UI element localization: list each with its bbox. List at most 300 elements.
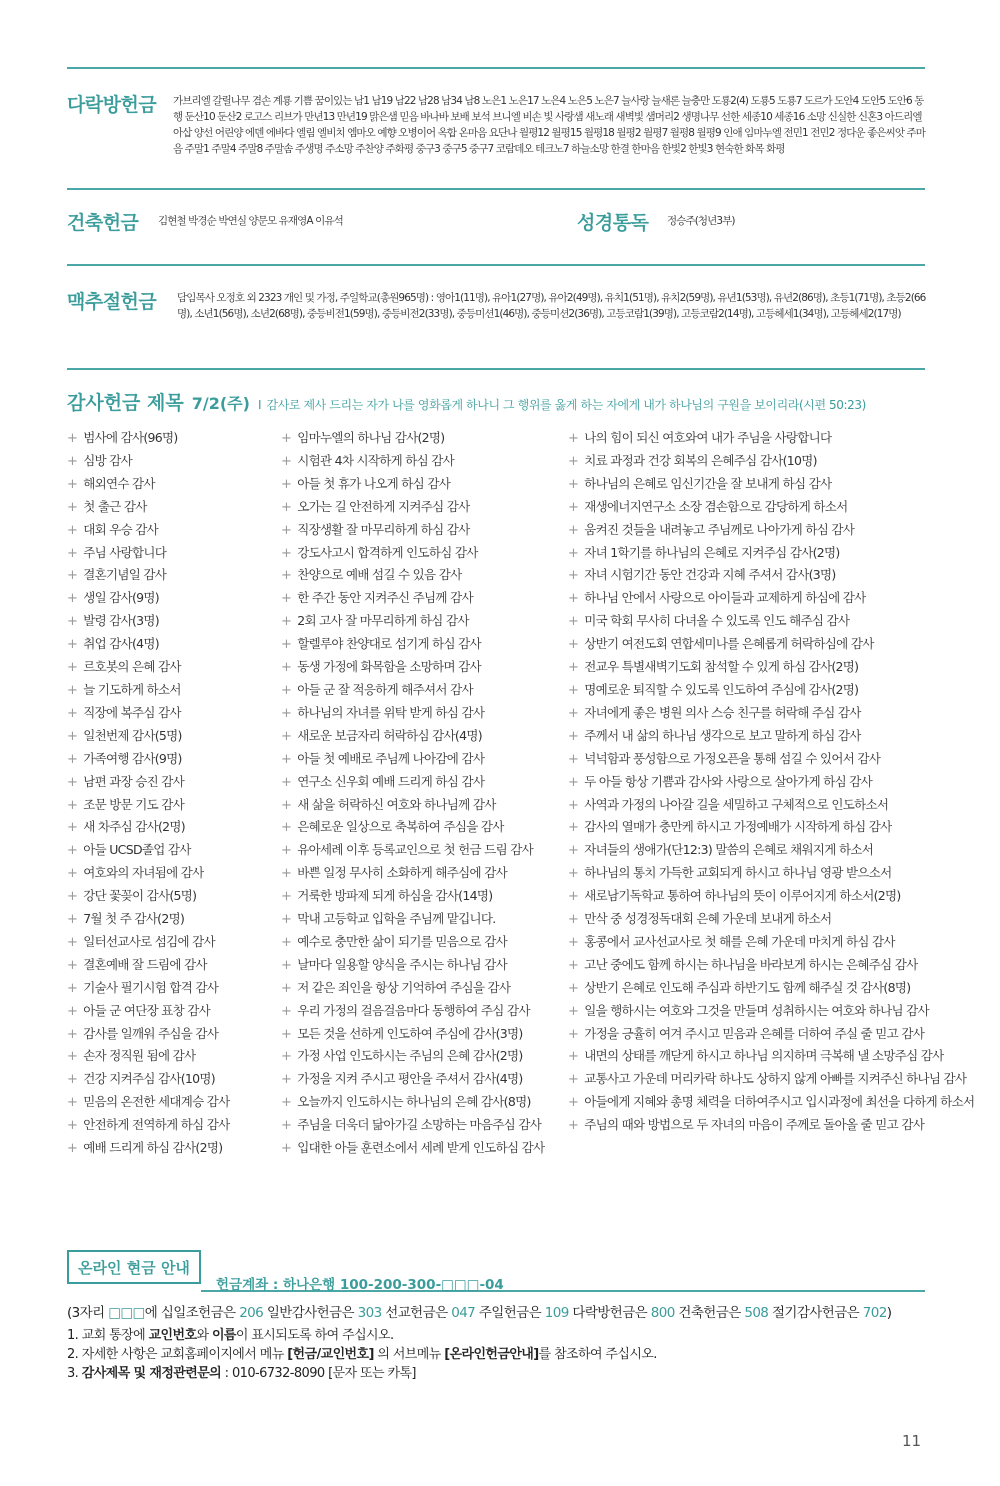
plus-icon: + [281, 866, 292, 882]
gift-item-text: 강단 꽃꽂이 감사(5명) [83, 888, 197, 904]
gift-item [281, 794, 566, 817]
plus-icon: + [281, 728, 292, 744]
gift-item [67, 633, 277, 656]
gift-item-text: 미국 학회 무사히 다녀올 수 있도록 인도 해주심 감사 [584, 613, 850, 629]
codes-text: 절기감사헌금은 [768, 1305, 863, 1321]
plus-icon: + [67, 614, 78, 630]
gift-item-text: 할렐루야 찬양대로 섬기게 하심 감사 [297, 636, 481, 652]
gift-item-text: 움켜진 것들을 내려놓고 주님께로 나아가게 하심 감사 [584, 521, 855, 537]
gift-item-text: 두 아들 항상 기쁨과 감사와 사랑으로 살아가게 하심 감사 [584, 773, 873, 789]
gift-list-col2 [281, 427, 566, 1160]
plus-icon: + [568, 934, 579, 950]
plus-icon: + [568, 820, 579, 836]
gift-item-text: 하나님의 은혜로 임신기간을 잘 보내게 하심 감사 [584, 475, 832, 491]
plus-icon: + [568, 751, 579, 767]
gift-item [67, 1091, 277, 1114]
section-title-building: 건축헌금 [67, 212, 139, 234]
plus-icon: + [281, 1003, 292, 1019]
plus-icon: + [67, 866, 78, 882]
gift-item [281, 679, 566, 702]
plus-icon: + [67, 889, 78, 905]
gift-separator: I [257, 398, 262, 412]
gift-item [281, 908, 566, 931]
gift-item [281, 725, 566, 748]
gift-item-text: 교통사고 가운데 머리카락 하나도 상하지 않게 아빠를 지켜주신 하나님 감사 [584, 1071, 967, 1087]
gift-item [568, 725, 928, 748]
gift-item-text: 가정을 긍휼히 여겨 주시고 믿음과 은혜를 더하여 주실 줄 믿고 감사 [584, 1025, 925, 1041]
divider-maekchu [67, 368, 925, 370]
gift-item [568, 931, 928, 954]
codes-prefix: (3자리 [67, 1305, 109, 1321]
plus-icon: + [568, 912, 579, 928]
gift-item [568, 542, 928, 565]
gift-item-text: 일을 행하시는 여호와 그것을 만들며 성취하시는 여호와 하나님 감사 [584, 1002, 929, 1018]
gift-item-text: 날마다 일용할 양식을 주시는 하나님 감사 [297, 956, 507, 972]
gift-item [67, 1000, 277, 1023]
plus-icon: + [568, 522, 579, 538]
plus-icon: + [568, 843, 579, 859]
gift-item [281, 977, 566, 1000]
note-bold: 이름 [211, 1328, 236, 1343]
plus-icon: + [67, 545, 78, 561]
code-season: 702 [862, 1305, 887, 1321]
gift-item-text: 안전하게 전역하게 하심 감사 [83, 1117, 230, 1133]
plus-icon: + [568, 682, 579, 698]
note-bold: 교인번호 [148, 1328, 197, 1343]
plus-icon: + [67, 522, 78, 538]
note-text: 1. 교회 통장에 [67, 1328, 149, 1343]
codes-text: 선교헌금은 [381, 1305, 452, 1321]
gift-item [67, 954, 277, 977]
plus-icon: + [67, 1141, 78, 1157]
gift-item [568, 519, 928, 542]
plus-icon: + [568, 889, 579, 905]
gift-item-text: 상반기 은혜로 인도해 주심과 하반기도 함께 해주실 것 감사(8명) [584, 979, 911, 995]
gift-item [568, 816, 928, 839]
gift-item [67, 610, 277, 633]
gift-item-text: 주께서 내 삶의 하나님 생각으로 보고 말하게 하심 감사 [584, 727, 861, 743]
gift-item [568, 1068, 967, 1091]
gift-item-text: 막내 고등학교 입학을 주님께 맡깁니다. [297, 911, 496, 927]
gift-list-col1 [67, 427, 277, 1160]
plus-icon: + [67, 728, 78, 744]
gift-item-text: 사역과 가정의 나아갈 길을 세밀하고 구체적으로 인도하소서 [584, 796, 889, 812]
gift-item-text: 새 차주심 감사(2명) [83, 819, 185, 835]
plus-icon: + [67, 1049, 78, 1065]
codes-text: 에 십일조헌금은 [144, 1305, 240, 1321]
plus-icon: + [67, 1095, 78, 1111]
gift-item-text: 내면의 상태를 깨닫게 하시고 하나님 의지하며 극복해 낼 소망주심 감사 [584, 1048, 944, 1064]
plus-icon: + [568, 774, 579, 790]
gift-item-text: 결혼예배 잘 드림에 감사 [83, 956, 207, 972]
code-mission: 047 [451, 1305, 476, 1321]
note-bold: [헌금/교인번호] [287, 1347, 374, 1362]
plus-icon: + [281, 1072, 292, 1088]
plus-icon: + [568, 591, 579, 607]
plus-icon: + [281, 820, 292, 836]
gift-item-text: 발령 감사(3명) [83, 613, 159, 629]
plus-icon: + [568, 568, 579, 584]
gift-item-text: 바쁜 일정 무사히 소화하게 해주심에 감사 [297, 865, 507, 881]
gift-item [67, 816, 277, 839]
gift-item [568, 1045, 944, 1068]
plus-icon: + [281, 637, 292, 653]
gift-item [67, 473, 277, 496]
gift-item-text: 르호봇의 은혜 감사 [83, 659, 181, 675]
gift-item-text: 전교우 특별새벽기도회 참석할 수 있게 하심 감사(2명) [584, 659, 859, 675]
plus-icon: + [67, 820, 78, 836]
gift-item [67, 1068, 277, 1091]
note-bold: 감사제목 및 재정관련문의 [81, 1366, 222, 1381]
note-text: 이 표시되도록 하여 주십시오. [235, 1328, 394, 1343]
plus-icon: + [568, 797, 579, 813]
note-text: 를 참조하여 주십시오. [538, 1347, 657, 1362]
gift-item-text: 아들 군 잘 적응하게 해주셔서 감사 [297, 681, 473, 697]
code-darak: 800 [650, 1305, 675, 1321]
gift-item [568, 656, 928, 679]
plus-icon: + [281, 705, 292, 721]
plus-icon: + [568, 1072, 579, 1088]
gift-item-text: 2회 고사 잘 마무리하게 하심 감사 [297, 613, 469, 629]
gift-title: 감사헌금 제목 [67, 392, 184, 414]
gift-item-text: 아들 첫 예배로 주님께 나아감에 감사 [297, 750, 485, 766]
offering-codes [67, 1301, 891, 1321]
gift-item-text: 나의 힘이 되신 여호와여 내가 주님을 사랑합니다 [584, 430, 832, 445]
gift-item [281, 519, 566, 542]
plus-icon: + [67, 568, 78, 584]
codes-end: ) [886, 1305, 892, 1321]
gift-item [67, 885, 277, 908]
gift-item-text: 아들 UCSD졸업 감사 [83, 842, 191, 858]
plus-icon: + [67, 1072, 78, 1088]
gift-item [67, 725, 277, 748]
plus-icon: + [281, 934, 292, 950]
plus-icon: + [67, 934, 78, 950]
plus-icon: + [568, 866, 579, 882]
gift-date: 7/2(주) [191, 394, 250, 413]
gift-item [568, 748, 928, 771]
plus-icon: + [568, 499, 579, 515]
gift-item [281, 954, 566, 977]
plus-icon: + [281, 889, 292, 905]
gift-item-text: 아들 첫 휴가 나오게 하심 감사 [297, 475, 451, 491]
gift-item-text: 대회 우승 감사 [83, 521, 159, 537]
gift-item-text: 오늘까지 인도하시는 하나님의 은혜 감사(8명) [297, 1094, 531, 1110]
code-sunday: 109 [544, 1305, 569, 1321]
plus-icon: + [568, 705, 579, 721]
gift-item [281, 564, 566, 587]
gift-item-text: 저 같은 죄인을 항상 기억하여 주심을 감사 [297, 979, 511, 995]
divider-top [67, 67, 925, 69]
gift-item-text: 자녀 시험기간 동안 건강과 지혜 주셔서 감사(3명) [584, 567, 836, 583]
gift-item-text: 가정 사업 인도하시는 주님의 은혜 감사(2명) [297, 1048, 523, 1064]
gift-item [67, 702, 277, 725]
gift-item [67, 656, 277, 679]
gift-item [281, 1137, 566, 1160]
plus-icon: + [568, 545, 579, 561]
section-title-maekchu: 맥추절헌금 [67, 291, 157, 313]
gift-item-text: 찬양으로 예배 섬길 수 있음 감사 [297, 567, 462, 583]
gift-item-text: 주님을 더욱더 닮아가길 소망하는 마음주심 감사 [297, 1117, 542, 1133]
note-text: 3. [67, 1366, 82, 1381]
plus-icon: + [67, 912, 78, 928]
note-text: 의 서브메뉴 [373, 1347, 445, 1362]
codes-text: 건축헌금은 [674, 1305, 745, 1321]
plus-icon: + [281, 912, 292, 928]
gift-item-text: 취업 감사(4명) [83, 636, 159, 652]
gift-item [67, 519, 277, 542]
gift-item [568, 633, 928, 656]
page-number: 11 [902, 1432, 922, 1450]
gift-item-text: 재생에너지연구소 소장 겸손함으로 감당하게 하소서 [584, 498, 848, 514]
gift-item [568, 954, 928, 977]
gift-item-text: 일천번제 감사(5명) [83, 727, 182, 743]
section-title-bible: 성경통독 [577, 212, 649, 234]
gift-item-text: 기술사 필기시험 합격 감사 [83, 979, 219, 995]
codes-text: 다락방헌금은 [568, 1305, 651, 1321]
gift-item [67, 427, 277, 450]
gift-item [568, 839, 928, 862]
note-text: 2. 자세한 사항은 교회홈페이지에서 메뉴 [67, 1347, 288, 1362]
plus-icon: + [568, 957, 579, 973]
plus-icon: + [568, 1026, 579, 1042]
gift-item-text: 남편 과장 승진 감사 [83, 773, 185, 789]
gift-item [67, 862, 277, 885]
gift-item [281, 702, 566, 725]
gift-item [281, 816, 566, 839]
note-2 [67, 1345, 657, 1364]
gift-item [281, 1091, 566, 1114]
gift-item [568, 771, 928, 794]
gift-item-text: 가정을 지켜 주시고 평안을 주셔서 감사(4명) [297, 1071, 523, 1087]
plus-icon: + [568, 637, 579, 653]
gift-verse: 감사로 제사 드리는 자가 나를 영화롭게 하나니 그 행위를 옳게 하는 자에게 내가 하나님의 구원을 보이리라(시편 50:23) [266, 398, 866, 412]
plus-icon: + [281, 660, 292, 676]
gift-list-col3 [568, 427, 975, 1137]
gift-item [568, 587, 928, 610]
gift-item-text: 하나님의 자녀를 위탁 받게 하심 감사 [297, 704, 485, 720]
gift-item-text: 임마누엘의 하나님 감사(2명) [297, 430, 445, 445]
gift-item-text: 감사를 일깨워 주심을 감사 [83, 1025, 219, 1041]
gift-item [568, 610, 928, 633]
divider-darak [67, 188, 925, 190]
gift-item-text: 여호와의 자녀됨에 감사 [83, 865, 204, 881]
gift-item [281, 1023, 566, 1046]
gift-item [281, 450, 566, 473]
online-notes [67, 1326, 657, 1383]
gift-item-text: 해외연수 감사 [83, 475, 155, 491]
plus-icon: + [281, 774, 292, 790]
gift-item [281, 656, 566, 679]
gift-item-text: 모든 것을 선하게 인도하여 주심에 감사(3명) [297, 1025, 523, 1041]
plus-icon: + [568, 614, 579, 630]
gift-item [281, 862, 566, 885]
plus-icon: + [67, 751, 78, 767]
gift-item-text: 자녀들의 생애가(단12:3) 말씀의 은혜로 채워지게 하소서 [584, 842, 874, 858]
gift-item [67, 450, 277, 473]
gift-item-text: 강도사고시 합격하게 인도하심 감사 [297, 544, 478, 560]
gift-item-text: 우리 가정의 걸음걸음마다 동행하여 주심 감사 [297, 1002, 530, 1018]
gift-item [568, 679, 928, 702]
gift-item [67, 587, 277, 610]
gift-item-text: 치료 과정과 건강 회복의 은혜주심 감사(10명) [584, 452, 817, 468]
plus-icon: + [281, 957, 292, 973]
gift-item-text: 홍콩에서 교사선교사로 첫 해를 은혜 가운데 마치게 하심 감사 [584, 933, 895, 949]
gift-item [67, 908, 277, 931]
note-text: : 010-6732-8090 [문자 또는 카톡] [221, 1366, 416, 1381]
gift-item [568, 427, 928, 450]
gift-item-text: 생일 감사(9명) [83, 590, 159, 606]
plus-icon: + [67, 637, 78, 653]
plus-icon: + [281, 545, 292, 561]
plus-icon: + [67, 843, 78, 859]
gift-item [281, 931, 566, 954]
gift-item-text: 입대한 아들 훈련소에서 세례 받게 인도하심 감사 [297, 1140, 545, 1156]
plus-icon: + [281, 980, 292, 996]
plus-icon: + [281, 1141, 292, 1157]
gift-item-text: 가족여행 감사(9명) [83, 750, 182, 766]
gift-item [67, 771, 277, 794]
plus-icon: + [568, 728, 579, 744]
gift-item-text: 하나님의 통치 가득한 교회되게 하시고 하나님 영광 받으소서 [584, 865, 892, 881]
gift-item [281, 1045, 566, 1068]
gift-item-text: 오가는 길 안전하게 지켜주심 감사 [297, 498, 470, 514]
gift-item [281, 496, 566, 519]
gift-item [568, 908, 928, 931]
plus-icon: + [281, 568, 292, 584]
code-building: 508 [744, 1305, 769, 1321]
gift-item-text: 넉넉함과 풍성함으로 가정오픈을 통해 섬길 수 있어서 감사 [584, 750, 881, 766]
plus-icon: + [281, 499, 292, 515]
plus-icon: + [568, 431, 579, 446]
gift-item-text: 예수로 충만한 삶이 되기를 믿음으로 감사 [297, 933, 507, 949]
online-title: 온라인 현금 안내 [78, 1258, 190, 1277]
gift-item [568, 794, 928, 817]
gift-item-text: 새 삶을 허락하신 여호와 하나님께 감사 [297, 796, 496, 812]
plus-icon: + [281, 797, 292, 813]
plus-icon: + [281, 614, 292, 630]
gift-item [568, 564, 928, 587]
plus-icon: + [281, 476, 292, 492]
gift-item [568, 1023, 928, 1046]
section-text-bible: 정승주(청년3부) [667, 215, 735, 227]
section-title-darak: 다락방헌금 [67, 94, 157, 116]
plus-icon: + [281, 1095, 292, 1111]
gift-item-text: 하나님 안에서 사랑으로 아이들과 교제하게 하심에 감사 [584, 590, 866, 606]
plus-icon: + [281, 751, 292, 767]
gift-item [67, 564, 277, 587]
gift-item-text: 명예로운 퇴직할 수 있도록 인도하여 주심에 감사(2명) [584, 681, 859, 697]
gift-item-text: 예배 드리게 하심 감사(2명) [83, 1140, 223, 1156]
gift-item-text: 손자 정직원 됨에 감사 [83, 1048, 196, 1064]
plus-icon: + [281, 431, 292, 446]
gift-item-text: 고난 중에도 함께 하시는 하나님을 바라보게 하시는 은혜주심 감사 [584, 956, 918, 972]
gift-item [568, 450, 928, 473]
gift-item [67, 839, 277, 862]
plus-icon: + [67, 682, 78, 698]
gift-item [67, 977, 277, 1000]
gift-item [568, 1091, 975, 1114]
gift-item [281, 587, 566, 610]
gift-item [568, 1114, 928, 1137]
plus-icon: + [67, 453, 78, 469]
gift-item [568, 862, 928, 885]
code-tithe: 206 [239, 1305, 264, 1321]
gift-item-text: 새로운 보금자리 허락하심 감사(4명) [297, 727, 482, 743]
code-thanks: 303 [357, 1305, 382, 1321]
gift-item [67, 496, 277, 519]
plus-icon: + [568, 1003, 579, 1019]
plus-icon: + [281, 522, 292, 538]
gift-item-text: 심방 감사 [83, 452, 132, 468]
gift-item-text: 첫 출근 감사 [83, 498, 147, 514]
gift-item-text: 범사에 감사(96명) [83, 430, 178, 445]
plus-icon: + [281, 591, 292, 607]
gift-item-text: 주님의 때와 방법으로 두 자녀의 마음이 주께로 돌아올 줄 믿고 감사 [584, 1117, 925, 1133]
plus-icon: + [67, 774, 78, 790]
gift-item [281, 1114, 566, 1137]
gift-item [568, 702, 928, 725]
codes-text: 주일헌금은 [475, 1305, 545, 1321]
gift-item [281, 839, 566, 862]
gift-item-text: 아들 군 여단장 표창 감사 [83, 1002, 211, 1018]
gift-item-text: 새로남기독학교 통하여 하나님의 뜻이 이루어지게 하소서(2명) [584, 888, 901, 904]
gift-item-text: 자녀 1학기를 하나님의 은혜로 지켜주심 감사(2명) [584, 544, 840, 560]
plus-icon: + [67, 660, 78, 676]
gift-item [67, 931, 277, 954]
gift-item-text: 연구소 신우회 예배 드리게 하심 감사 [297, 773, 485, 789]
plus-icon: + [67, 591, 78, 607]
plus-icon: + [67, 499, 78, 515]
gift-item [281, 610, 566, 633]
gift-item-text: 동생 가정에 화목함을 소망하며 감사 [297, 659, 481, 675]
gift-item [67, 1137, 277, 1160]
codes-boxes: □□□ [108, 1305, 145, 1321]
gift-item-text: 직장생활 잘 마무리하게 하심 감사 [297, 521, 470, 537]
note-text: 와 [196, 1328, 212, 1343]
plus-icon: + [281, 682, 292, 698]
plus-icon: + [568, 453, 579, 469]
section-text-maekchu: 담임목사 오정호 외 2323 개인 및 가정, 주일학교(총원965명) : 영아1(11명), 유아1(27명), 유아2(49명), 유치1(51명), 유치2(59명), 유년1(53명), 유년2(86명), 초등1(71명), 초등2(66명), 소년1(56명), 소년2(68명), 중등비전1(59명), 중등비전2(33명), 중등미션1(46명), 중등미션2(36명), 고등코람1(39명), 고등코람2(14명), 고등헤세1(34명), 고등헤세2(17명) [177, 292, 926, 320]
gift-item [281, 748, 566, 771]
gift-item-text: 거룩한 방파제 되게 하심을 감사(14명) [297, 888, 493, 904]
gift-item [281, 1068, 566, 1091]
section-text-darak: 가브리엘 갈릴나무 겸손 계룡 기쁨 꿈이있는 남1 남19 남22 남28 남34 남8 노은1 노은17 노은4 노은5 노은7 늘사랑 늘새론 늘충만 도룡2(4) 도룡5 도룡7 도르가 도안4 도안5 도안6 동행 둔산10 둔산2 로고스 리브가 만년13 만년19 맑은샘 믿음 바나바 보배 보석 브니엘 비손 빛 사랑샘 새노래 새벽빛 샘머리2 생명나무 선한 세종10 세종16 소망 신실한 신혼3 아드리엘 아삽 양선 어린양 에덴 에바다 엘림 엘비치 엠마오 예향 오병이어 옥합 온마음 요단나 월평12 월평15 월평18 월평2 월평7 월평8 월평9 인애 임마누엘 전민1 전민2 정다운 좋은씨앗 주마음 주말1 주말4 주말8 주말솜 주생명 주소망 주찬양 주화평 중구3 중구5 중구7 코람데오 테크노7 하늘소망 한결 한마음 한빛2 한빛3 현숙한 화목 화평 [173, 95, 926, 155]
gift-item-text: 늘 기도하게 하소서 [83, 681, 181, 697]
plus-icon: + [568, 1049, 579, 1065]
plus-icon: + [568, 980, 579, 996]
gift-item [67, 1023, 277, 1046]
gift-item [67, 679, 277, 702]
gift-item [568, 1000, 928, 1023]
note-bold: [온라인헌금안내] [444, 1347, 539, 1362]
gift-item [281, 1000, 566, 1023]
gift-item-text: 결혼기념일 감사 [83, 567, 167, 583]
gift-item-text: 유아세례 이후 등록교인으로 첫 헌금 드림 감사 [297, 842, 533, 858]
gift-item [568, 977, 928, 1000]
plus-icon: + [568, 476, 579, 492]
codes-text: 일반감사헌금은 [263, 1305, 358, 1321]
gift-item-text: 직장에 복주심 감사 [83, 704, 181, 720]
gift-item [281, 427, 566, 450]
gift-item [67, 748, 277, 771]
gift-item-text: 조문 방문 기도 감사 [83, 796, 185, 812]
note-3 [67, 1364, 657, 1383]
online-title-box [67, 1250, 201, 1284]
gift-item [568, 473, 928, 496]
gift-item-text: 자녀에게 좋은 병원 의사 스승 친구를 허락해 주심 감사 [584, 704, 861, 720]
plus-icon: + [67, 431, 78, 446]
